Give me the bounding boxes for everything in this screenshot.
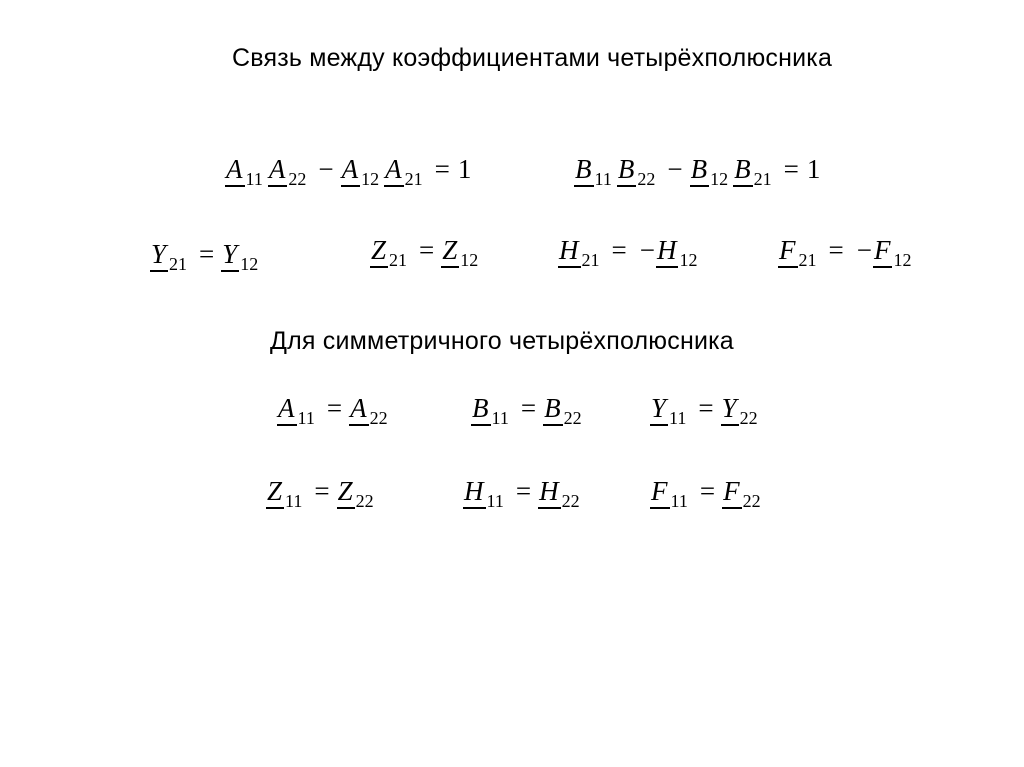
subscript: 22	[369, 408, 388, 428]
subscript: 22	[288, 169, 307, 189]
formula-y21-equals-y12	[150, 241, 263, 273]
underlined-letter: H	[558, 238, 581, 268]
math-var-b22	[543, 393, 584, 428]
math-var-b21	[733, 154, 774, 189]
number: 1	[806, 154, 821, 184]
math-var-y21	[150, 239, 189, 274]
underlined-letter: F	[722, 479, 742, 509]
subscript: 12	[710, 169, 729, 189]
equals-sign: =	[828, 235, 844, 265]
subscript: 22	[739, 408, 758, 428]
subscript: 21	[581, 250, 600, 270]
subscript: 11	[285, 491, 303, 511]
minus-sign: −	[318, 154, 334, 184]
formula-a-determinant	[225, 156, 471, 188]
math-var-z22	[337, 476, 376, 511]
underlined-letter: Y	[150, 242, 168, 272]
underlined-letter: F	[873, 238, 893, 268]
math-var-z21	[370, 235, 409, 270]
math-var-a22	[349, 393, 390, 428]
math-var-b11	[574, 154, 614, 189]
formula-b-determinant	[574, 156, 820, 188]
formula-f21-equals-minus-f12	[778, 237, 916, 269]
formula-h21-equals-minus-h12	[558, 237, 702, 269]
math-var-a21	[384, 154, 425, 189]
subscript: 22	[561, 491, 580, 511]
subscript: 11	[669, 408, 687, 428]
subscript: 11	[491, 408, 509, 428]
minus-sign: −	[667, 154, 683, 184]
underlined-letter: Y	[721, 396, 739, 426]
underlined-letter: Z	[337, 479, 355, 509]
underlined-letter: A	[341, 157, 361, 187]
underlined-letter: B	[574, 157, 594, 187]
subscript: 12	[893, 250, 912, 270]
equals-sign: =	[434, 154, 450, 184]
underlined-letter: Y	[650, 396, 668, 426]
equals-sign: =	[611, 235, 627, 265]
formula-h11-equals-h22	[463, 478, 585, 510]
math-var-z11	[266, 476, 304, 511]
formula-a11-equals-a22	[277, 395, 393, 427]
underlined-letter: F	[650, 479, 670, 509]
math-var-y11	[650, 393, 688, 428]
underlined-letter: H	[538, 479, 561, 509]
equals-sign: =	[419, 235, 435, 265]
math-var-f22	[722, 476, 763, 511]
math-var-a11	[225, 154, 265, 189]
formula-z11-equals-z22	[266, 478, 379, 510]
subscript: 12	[460, 250, 479, 270]
underlined-letter: H	[463, 479, 486, 509]
equals-sign: =	[199, 239, 215, 269]
math-var-b11	[471, 393, 511, 428]
subscript: 11	[486, 491, 504, 511]
underlined-letter: A	[268, 157, 288, 187]
subscript: 11	[245, 169, 263, 189]
subscript: 11	[670, 491, 688, 511]
math-var-a22	[268, 154, 309, 189]
underlined-letter: A	[349, 396, 369, 426]
subscript: 21	[798, 250, 817, 270]
subscript: 22	[355, 491, 374, 511]
subscript: 22	[637, 169, 656, 189]
underlined-letter: A	[277, 396, 297, 426]
equals-sign: =	[699, 476, 716, 506]
underlined-letter: B	[690, 157, 710, 187]
underlined-letter: Z	[266, 479, 284, 509]
subscript: 22	[563, 408, 582, 428]
underlined-letter: Y	[221, 242, 239, 272]
slide-subtitle: Для симметричного четырёхполюсника	[270, 327, 734, 355]
math-var-f11	[650, 476, 690, 511]
math-var-f12	[873, 235, 914, 270]
equals-sign: =	[783, 154, 799, 184]
subscript: 11	[594, 169, 612, 189]
underlined-letter: B	[617, 157, 637, 187]
underlined-letter: Z	[370, 238, 388, 268]
math-var-f21	[778, 235, 819, 270]
formula-z21-equals-z12	[370, 237, 483, 269]
subscript: 22	[742, 491, 761, 511]
formula-b11-equals-b22	[471, 395, 587, 427]
math-var-h11	[463, 476, 506, 511]
equals-sign: =	[520, 393, 537, 423]
math-var-b12	[690, 154, 731, 189]
subscript: 12	[240, 254, 259, 274]
formula-y11-equals-y22	[650, 395, 763, 427]
math-var-y22	[721, 393, 760, 428]
math-var-h22	[538, 476, 582, 511]
underlined-letter: B	[543, 396, 563, 426]
math-var-a11	[277, 393, 317, 428]
equals-sign: =	[515, 476, 532, 506]
subscript: 21	[404, 169, 423, 189]
underlined-letter: F	[778, 238, 798, 268]
subscript: 12	[679, 250, 698, 270]
math-var-a12	[341, 154, 382, 189]
unary-minus-sign: −	[856, 235, 872, 265]
slide-title: Связь между коэффициентами четырёхполюсника	[232, 44, 833, 72]
equals-sign: =	[326, 393, 343, 423]
subscript: 12	[361, 169, 380, 189]
subscript: 21	[389, 250, 408, 270]
underlined-letter: H	[656, 238, 679, 268]
unary-minus-sign: −	[639, 235, 655, 265]
math-var-h12	[656, 235, 700, 270]
subscript: 11	[297, 408, 315, 428]
math-var-y12	[221, 239, 260, 274]
equals-sign: =	[314, 476, 330, 506]
underlined-letter: B	[471, 396, 491, 426]
number: 1	[457, 154, 472, 184]
math-var-z12	[441, 235, 480, 270]
underlined-letter: Z	[441, 238, 459, 268]
equals-sign: =	[698, 393, 714, 423]
underlined-letter: A	[384, 157, 404, 187]
subscript: 21	[169, 254, 188, 274]
subscript: 21	[753, 169, 772, 189]
math-var-b22	[617, 154, 658, 189]
formula-f11-equals-f22	[650, 478, 766, 510]
math-var-h21	[558, 235, 602, 270]
underlined-letter: A	[225, 157, 245, 187]
underlined-letter: B	[733, 157, 753, 187]
